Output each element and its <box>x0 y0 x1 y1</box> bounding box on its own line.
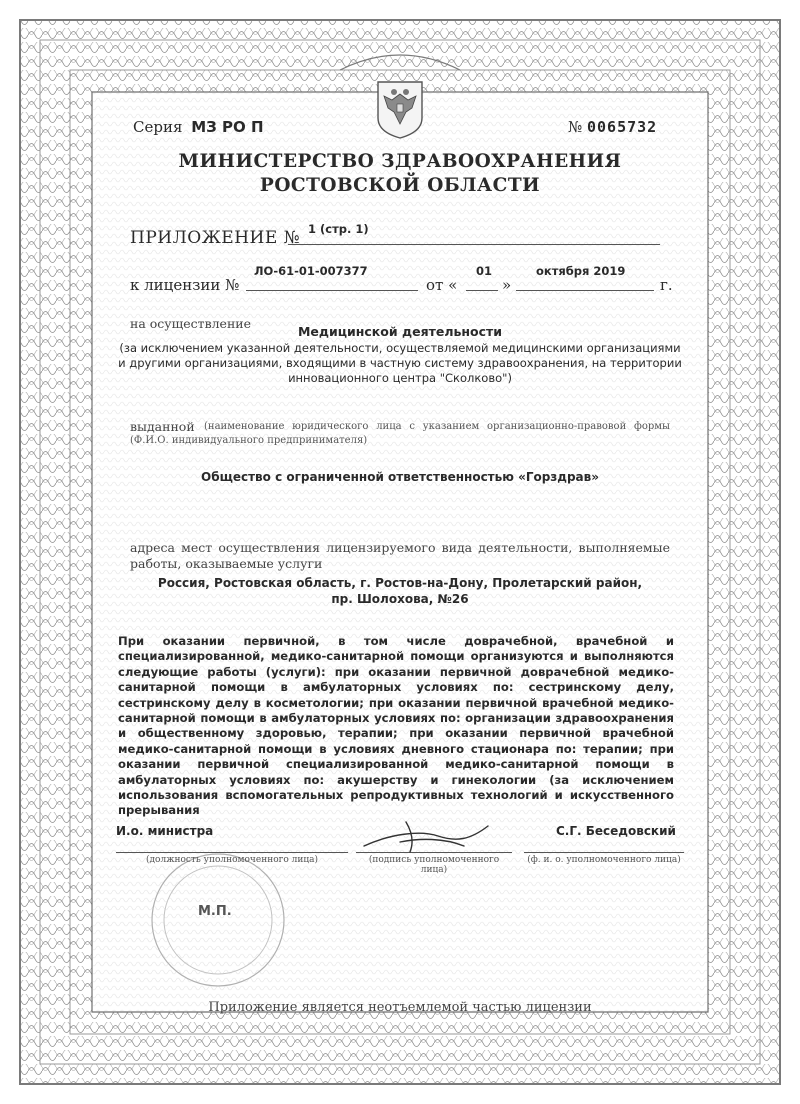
coat-of-arms-icon <box>374 80 426 140</box>
signatory-name: С.Г. Беседовский <box>556 824 676 838</box>
activity-title: Медицинской деятельности <box>297 324 503 339</box>
number-label: № <box>568 118 583 136</box>
issued-hint: (наименование юридического лица с указанием организационно-правовой формы (Ф.И.О. индивидуального предпринимателя) <box>130 421 670 446</box>
appendix-underline <box>288 244 660 245</box>
license-day: 01 <box>476 264 493 278</box>
position-hint: (должность уполномоченного лица) <box>146 855 318 865</box>
appendix-value: 1 (стр. 1) <box>308 222 369 236</box>
signature-hint: (подпись уполномоченного лица) <box>368 855 500 875</box>
address-label: адреса мест осуществления лицензируемого вида деятельности, выполняемые работы, оказываемые услуги <box>130 540 670 571</box>
handwritten-signature <box>360 812 500 858</box>
ministry-line-1: МИНИСТЕРСТВО ЗДРАВООХРАНЕНИЯ <box>178 151 622 172</box>
activity-detail: (за исключением указанной деятельности, осуществляемой медицинскими организациями и другими организациями, входящими в частную систему здравоохранения, на территории инновационного центра "Сколково") <box>118 341 682 385</box>
license-month-year: октября 2019 <box>536 264 626 278</box>
license-label: к лицензии № <box>130 276 240 294</box>
series-line <box>133 118 264 136</box>
name-hint: (ф. и. о. уполномоченного лица) <box>527 855 681 865</box>
license-number: ЛО-61-01-007377 <box>254 264 368 278</box>
license-from-label: от « <box>426 276 458 294</box>
number-value: 0065732 <box>586 118 658 136</box>
form-number <box>568 118 657 136</box>
license-quote-close: » <box>502 276 512 294</box>
series-label: Серия <box>133 118 183 136</box>
license-underline <box>246 290 418 291</box>
ministry-line-2: РОСТОВСКОЙ ОБЛАСТИ <box>259 175 541 196</box>
appendix-label: ПРИЛОЖЕНИЕ № <box>130 228 301 248</box>
issued-company: Общество с ограниченной ответственностью «Горздрав» <box>201 470 599 484</box>
address-line-1: Россия, Ростовская область, г. Ростов-на-Дону, Пролетарский район, <box>157 576 643 590</box>
license-day-underline <box>466 290 498 291</box>
issued-label: выданной <box>130 419 195 434</box>
name-underline <box>524 852 684 853</box>
activity-intro: на осуществление <box>130 316 252 331</box>
ministry-title <box>160 150 640 198</box>
footer-note: Приложение является неотъемлемой частью лицензии <box>208 1000 592 1015</box>
services-text: При оказании первичной, в том числе доврачебной, врачебной и специализированной, медико-санитарной помощи организуются и выполняются следующие работы (услуги): при оказании первичной доврачебной медико-санитарной помощи в амбулаторных условиях по: сестринскому делу, сестринскому делу в косметологии; при оказании первичной врачебной медико-санитарной помощи в амбулаторных условиях по: организации здравоохранения и общественному здоровью, терапии; при оказании первичной врачебной медико-санитарной помощи в условиях дневного стационара по: терапии; при оказании первичной специализированной медико-санитарной помощи в амбулаторных условиях по: акушерству и гинекологии (за исключением использования вспомогательных репродуктивных технологий и искусственного прерывания <box>118 634 674 818</box>
address-line-2: пр. Шолохова, №26 <box>331 592 469 606</box>
license-month-underline <box>516 290 654 291</box>
stamp-label: М.П. <box>198 904 232 919</box>
position-underline <box>116 852 348 853</box>
license-year-suffix: г. <box>660 276 673 294</box>
signatory-position: И.о. министра <box>116 824 214 838</box>
series-value: МЗ РО П <box>191 118 264 136</box>
